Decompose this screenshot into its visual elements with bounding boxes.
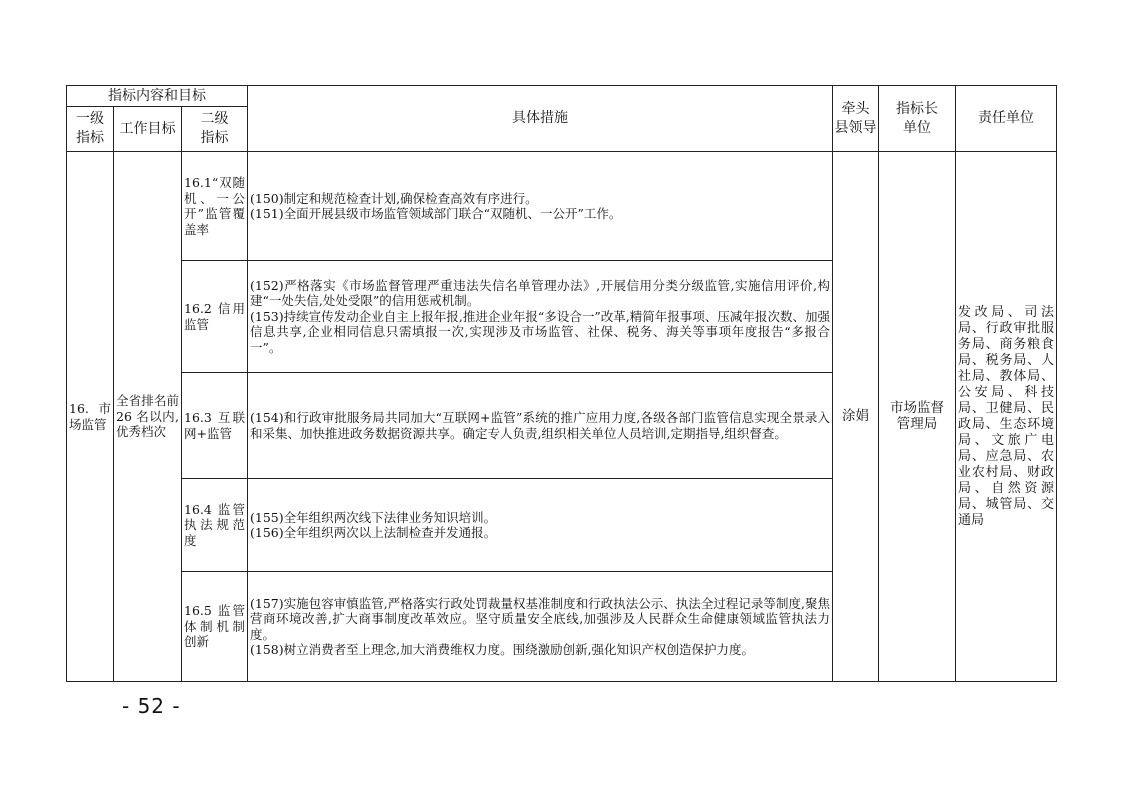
- measure-item: (151)全面开展县级市场监管领域部门联合“双随机、一公开”工作。: [250, 206, 622, 221]
- header-chief-unit: 指标长 单位: [879, 86, 956, 152]
- page-number: - 52 -: [122, 694, 181, 718]
- header-level2: 二级 指标: [182, 107, 248, 152]
- level1-indicator: 16.市场监管: [67, 152, 114, 682]
- measure-item: (152)严格落实《市场监督管理严重违法失信名单管理办法》,开展信用分类分级监管,实施信用评价,构建“一处失信,处处受限”的信用惩戒机制。: [250, 277, 830, 309]
- measure-item: (157)实施包容审慎监管,严格落实行政处罚裁量权基准制度和行政执法公示、执法全过程记录等制度,聚焦营商环境改善,扩大商事制度改革效应。坚守质量安全底线,加强涉及人民群众生命健康领域监管执法力度。: [250, 595, 830, 642]
- level2-indicator: 16.2 信用监管: [182, 261, 248, 373]
- measure-item: (150)制定和规范检查计划,确保检查高效有序进行。: [250, 190, 538, 206]
- level2-indicator: 16.4 监管执法规范度: [182, 479, 248, 572]
- header-goal: 工作目标: [114, 107, 182, 152]
- level2-indicator: 16.3 互联网+监管: [182, 373, 248, 479]
- header-level1: 一级 指标: [67, 107, 114, 152]
- header-responsible: 责任单位: [956, 86, 1057, 152]
- measure-item: (155)全年组织两次线下法律业务知识培训。: [250, 509, 497, 525]
- measures-cell: [248, 572, 833, 682]
- indicator-table: [66, 85, 1057, 682]
- measure-item: (153)持续宣传发动企业自主上报年报,推进企业年报“多设合一”改革,精简年报事项、压减年报次数、加强信息共享,企业相同信息只需填报一次,实现涉及市场监管、社保、税务、海关等事项年度报告“多报合一”。: [250, 308, 830, 355]
- measure-item: (156)全年组织两次以上法制检查并发通报。: [250, 525, 497, 540]
- table-row: [67, 152, 1057, 261]
- level2-indicator: 16.1“双随机、一公开”监管覆盖率: [182, 152, 248, 261]
- measure-item: (154)和行政审批服务局共同加大“互联网+监管”系统的推广应用力度,各级各部门监管信息实现全景录入和采集、加快推进政务数据资源共享。确定专人负责,组织相关单位人员培训,定期指导,组织督查。: [250, 410, 830, 441]
- header-leader: 牵头 县领导: [833, 86, 879, 152]
- level2-indicator: 16.5 监管体制机制创新: [182, 572, 248, 682]
- measures-cell: [248, 373, 833, 479]
- leader: 涂娟: [833, 152, 879, 682]
- responsible-units: 发改局、司法局、行政审批服务局、商务粮食局、税务局、人社局、教体局、公安局、科技局、卫健局、民政局、生态环境局、文旅广电局、应急局、农业农村局、财政局、自然资源局、城管局、交通局: [956, 152, 1057, 682]
- header-group-title: 指标内容和目标: [67, 86, 248, 107]
- measures-cell: [248, 152, 833, 261]
- chief-unit: 市场监督管理局: [879, 152, 956, 682]
- measures-cell: [248, 479, 833, 572]
- measure-item: (158)树立消费者至上理念,加大消费维权力度。围绕激励创新,强化知识产权创造保护力度。: [250, 642, 755, 657]
- measures-cell: [248, 261, 833, 373]
- work-goal: 全省排名前 26 名以内,优秀档次: [114, 152, 182, 682]
- header-measures: 具体措施: [248, 86, 833, 152]
